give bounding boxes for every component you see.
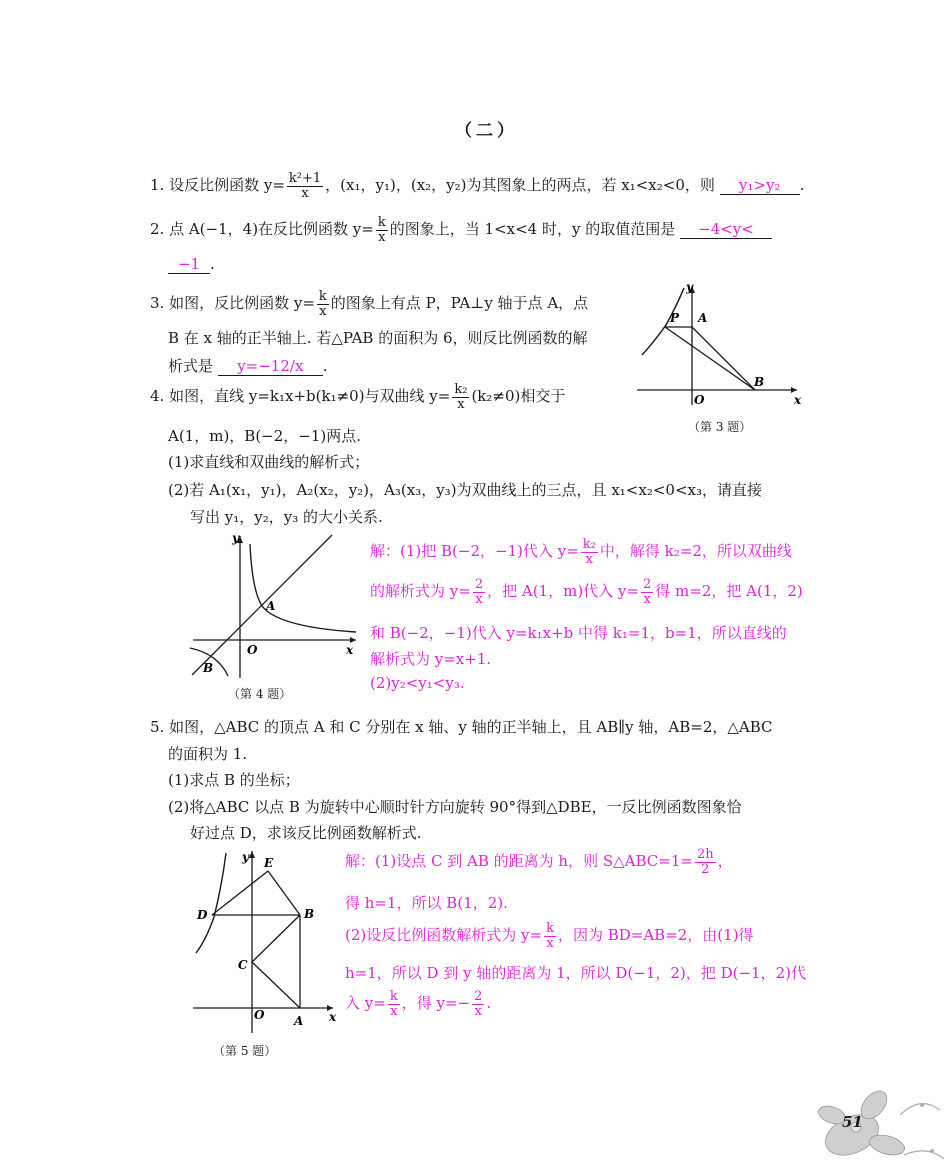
q4-sol2-frac1-num: 2 <box>474 577 484 592</box>
q4-solution-line1 <box>370 538 792 566</box>
fig5-label-b: B <box>304 907 315 921</box>
fig5-hyperbola <box>196 853 226 953</box>
fig3-label-o: O <box>694 393 705 407</box>
q2-frac-num: k <box>377 215 386 230</box>
q3-fraction <box>317 290 329 318</box>
fig5-label-x: x <box>329 1010 337 1024</box>
question-4-part1: (1)求直线和双曲线的解析式； <box>168 453 370 471</box>
q5-solution-line1 <box>345 848 733 876</box>
q4-sol2-frac2-num: 2 <box>642 577 652 592</box>
q1-text-a: 1. 设反比例函数 y= <box>150 176 285 195</box>
fig4-label-x: x <box>346 643 354 657</box>
figure-4-caption: （第 4 题） <box>228 687 292 701</box>
q2-text-b: 的图象上，当 1<x<4 时，y 的取值范围是 <box>389 220 676 239</box>
question-5-line2: 的面积为 1. <box>168 745 248 763</box>
q4-solution-line5: (2)y₂<y₁<y₃. <box>370 674 465 692</box>
fig3-segment-pb <box>665 327 755 390</box>
q1-fraction <box>287 172 323 200</box>
corner-ornament <box>812 1075 950 1169</box>
fig5-label-a: A <box>294 1014 304 1028</box>
q3-line3-a: 析式是 <box>168 357 214 375</box>
q5-sol5-b: ，得 y=− <box>401 994 471 1013</box>
question-4-line2: A(1，m)，B(−2，−1)两点. <box>168 427 362 445</box>
figure-3 <box>632 280 812 415</box>
section-title: （二） <box>455 121 518 141</box>
q5-sol1-b: ， <box>717 852 733 871</box>
vine-decoration-2 <box>904 1151 944 1159</box>
question-5-part1: (1)求点 B 的坐标； <box>168 771 300 789</box>
q4-frac-num: k₂ <box>454 382 468 397</box>
q5-sol3-fraction <box>544 922 556 950</box>
q5-sol3-a: (2)设反比例函数解析式为 y= <box>345 926 543 945</box>
q5-solution-line4: h=1，所以 D 到 y 轴的距离为 1，所以 D(−1，2)，把 D(−1，2)代 <box>345 964 806 982</box>
question-3-line1 <box>150 290 588 318</box>
question-1 <box>150 172 804 200</box>
fig5-segment-de <box>212 871 268 915</box>
q5-sol5-frac2-den: x <box>474 1003 482 1019</box>
q2-fraction <box>376 216 388 244</box>
q4-sol2-c: 得 m=2，把 A(1，2) <box>655 582 803 601</box>
q3-answer: y=−12/x <box>218 357 323 376</box>
q5-sol5-frac2-num: 2 <box>474 989 483 1004</box>
fig5-label-e: E <box>264 856 274 870</box>
vine-decoration <box>900 1104 940 1115</box>
q2-end: . <box>210 255 215 273</box>
q3-end: . <box>322 357 328 375</box>
fig3-label-x: x <box>794 393 802 407</box>
fig4-label-y: y <box>232 531 239 545</box>
fig5-label-o: O <box>254 1008 265 1022</box>
q4-sol1-frac-num: k₂ <box>582 537 596 552</box>
q4-sol2-frac1-den: x <box>475 591 483 607</box>
q4-sol1-frac-den: x <box>585 551 593 567</box>
q2-frac-den: x <box>378 229 386 245</box>
fig5-segment-ca <box>252 962 300 1008</box>
q5-sol5-frac1-num: k <box>389 989 398 1004</box>
q4-sol1-b: 中，解得 k₂=2，所以双曲线 <box>599 542 792 561</box>
fig3-label-y: y <box>686 280 693 294</box>
q2-answer-line1: −4<y< <box>680 220 772 239</box>
q4-sol2-a: 的解析式为 y= <box>370 582 471 601</box>
figure-4 <box>188 530 363 680</box>
q3-frac-den: x <box>319 303 327 319</box>
q5-sol1-frac-num: 2h <box>696 847 714 862</box>
fig5-label-d: D <box>197 908 208 922</box>
question-2 <box>150 216 772 244</box>
q4-sol1-a: 解：(1)把 B(−2，−1)代入 y= <box>370 542 579 561</box>
q5-sol1-a: 解：(1)设点 C 到 AB 的距离为 h，则 S△ABC=1= <box>345 852 693 871</box>
fig4-label-o: O <box>247 643 258 657</box>
fig3-label-p: P <box>670 311 680 325</box>
q4-fraction <box>452 383 469 411</box>
q1-frac-den: x <box>301 185 309 201</box>
q5-sol5-fraction-1 <box>388 990 400 1018</box>
q5-sol1-fraction <box>695 848 716 876</box>
q3-line1-a: 3. 如图，反比例函数 y= <box>150 294 315 313</box>
q4-frac-den: x <box>457 396 465 412</box>
q5-sol5-frac1-den: x <box>390 1003 398 1019</box>
question-3-line2: B 在 x 轴的正半轴上. 若△PAB 的面积为 6，则反比例函数的解 <box>168 329 588 347</box>
q4-sol2-b: ，把 A(1，m)代入 y= <box>487 582 639 601</box>
question-4-line1 <box>150 383 565 411</box>
question-4-part2-line2: 写出 y₁，y₂，y₃ 的大小关系. <box>190 508 383 526</box>
question-2-cont <box>168 255 215 274</box>
q4-solution-line4: 解析式为 y=x+1. <box>370 650 492 668</box>
question-5-part2-line2: 好过点 D，求该反比例函数解析式. <box>190 824 422 842</box>
fig5-segment-cb <box>252 915 300 962</box>
q4-line1-a: 4. 如图，直线 y=k₁x+b(k₁≠0)与双曲线 y= <box>150 387 451 406</box>
question-4-part2-line1: (2)若 A₁(x₁，y₁)，A₂(x₂，y₂)，A₃(x₃，y₃)为双曲线上的三点，且 x₁<x₂<0<x₃，请直接 <box>168 481 762 499</box>
q4-sol1-fraction <box>581 538 598 566</box>
q4-line1-b: (k₂≠0)相交于 <box>471 387 566 406</box>
fig5-label-c: C <box>238 958 248 972</box>
fig5-segment-eb <box>268 871 300 915</box>
q3-line1-b: 的图象上有点 P，PA⊥y 轴于点 A，点 <box>330 294 589 313</box>
question-3-line3 <box>168 355 328 376</box>
figure-3-caption: （第 3 题） <box>688 420 752 434</box>
page-number: 51 <box>842 1113 863 1131</box>
fig3-label-a: A <box>698 311 708 325</box>
figure-5 <box>188 845 343 1035</box>
q2-text-a: 2. 点 A(−1，4)在反比例函数 y= <box>150 220 374 239</box>
q4-sol2-fraction-1 <box>473 578 485 606</box>
q2-answer-line2: −1 <box>168 255 210 274</box>
q4-solution-line3: 和 B(−2，−1)代入 y=k₁x+b 中得 k₁=1，b=1，所以直线的 <box>370 624 787 642</box>
question-5-part2-line1: (2)将△ABC 以点 B 为旋转中心顺时针方向旋转 90°得到△DBE，一反比例函数图象恰 <box>168 798 742 816</box>
question-5-line1: 5. 如图，△ABC 的顶点 A 和 C 分别在 x 轴、y 轴的正半轴上，且 AB∥y 轴，AB=2，△ABC <box>150 718 773 736</box>
q1-end: . <box>799 176 805 195</box>
fig4-line <box>192 535 332 675</box>
fig4-label-b: B <box>203 661 214 675</box>
fig4-hyperbola-right <box>250 544 356 632</box>
q5-sol3-frac-den: x <box>546 935 554 951</box>
fig4-label-a: A <box>266 599 276 613</box>
q5-sol5-c: . <box>486 994 492 1013</box>
q5-solution-line3 <box>345 922 754 950</box>
q1-text-b: ，(x₁，y₁)，(x₂，y₂)为其图象上的两点，若 x₁<x₂<0，则 <box>325 176 715 195</box>
fig5-label-y: y <box>242 850 249 864</box>
fig3-segment-ab <box>692 327 755 390</box>
q5-sol5-fraction-2 <box>472 990 484 1018</box>
q5-solution-line5 <box>345 990 491 1018</box>
q5-sol3-b: ，因为 BD=AB=2，由(1)得 <box>557 926 754 945</box>
figure-5-caption: （第 5 题） <box>213 1044 277 1058</box>
q1-answer: y₁>y₂ <box>720 176 800 195</box>
q4-solution-line2 <box>370 578 803 606</box>
q5-sol3-frac-num: k <box>546 921 554 936</box>
q4-sol2-fraction-2 <box>641 578 653 606</box>
q5-solution-line2: 得 h=1，所以 B(1，2). <box>345 894 508 912</box>
fig5-y-arrow <box>249 851 255 858</box>
fig3-label-b: B <box>754 375 765 389</box>
q4-sol2-frac2-den: x <box>643 591 651 607</box>
q5-sol1-frac-den: 2 <box>701 861 710 877</box>
q5-sol5-a: 入 y= <box>345 994 386 1013</box>
q1-frac-num: k²+1 <box>288 171 322 186</box>
q3-frac-num: k <box>318 289 327 304</box>
